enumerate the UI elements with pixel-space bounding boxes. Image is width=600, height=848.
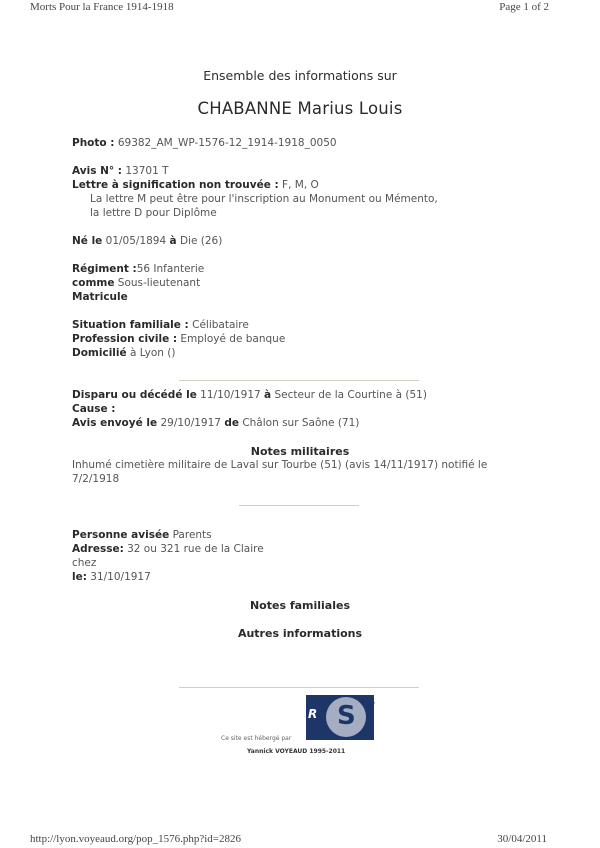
naissance-label: Né le xyxy=(72,235,103,247)
deces-date: 11/10/1917 xyxy=(200,389,261,401)
lettre-value: F, M, O xyxy=(282,179,319,191)
grade-value: Sous-lieutenant xyxy=(117,277,201,289)
date-avis-line xyxy=(72,571,151,583)
naissance-lieu: Die (26) xyxy=(179,235,223,247)
personne-label: Personne avisée xyxy=(72,529,170,541)
naissance-sep: à xyxy=(169,235,177,247)
hosted-by-text: Ce site est hébergé par xyxy=(221,735,292,742)
situation-line xyxy=(72,319,249,331)
adresse-line xyxy=(72,543,264,555)
photo-value: 69382_AM_WP-1576-12_1914-1918_0050 xyxy=(117,137,337,149)
lettre-note-2: la lettre D pour Diplôme xyxy=(90,207,217,219)
autres-informations-heading: Autres informations xyxy=(237,627,363,640)
notes-militaires-heading: Notes militaires xyxy=(250,445,350,458)
date-avis-label: le: xyxy=(72,571,87,583)
logo-letter-r: R xyxy=(308,707,318,721)
grade-line xyxy=(72,277,200,289)
section-divider xyxy=(239,505,359,506)
deces-line xyxy=(72,389,427,401)
avis-envoye-label: Avis envoyé le xyxy=(72,417,158,429)
domicile-sep: à xyxy=(129,347,137,359)
avis-value: 13701 T xyxy=(125,165,169,177)
naissance-date: 01/05/1894 xyxy=(105,235,167,247)
deces-lieu: Secteur de la Courtine à (51) xyxy=(274,389,427,401)
logo-letter-h: H xyxy=(368,701,375,710)
browser-footer-url[interactable]: http://lyon.voyeaud.org/pop_1576.php?id=2826 xyxy=(30,833,242,845)
browser-footer-date: 30/04/2011 xyxy=(497,833,547,845)
profession-label: Profession civile : xyxy=(72,333,178,345)
domicile-label: Domicilié xyxy=(72,347,127,359)
naissance-line xyxy=(72,235,222,247)
photo-label: Photo : xyxy=(72,137,115,149)
section-divider xyxy=(179,380,419,381)
author-credit: Yannick VOYEAUD 1995-2011 xyxy=(247,748,346,755)
section-divider xyxy=(179,687,419,688)
regiment-line xyxy=(72,263,204,275)
profession-value: Employé de banque xyxy=(180,333,286,345)
grade-label: comme xyxy=(72,277,115,289)
deces-sep: à xyxy=(264,389,272,401)
chez-line: chez xyxy=(72,557,97,569)
regiment-label: Régiment : xyxy=(72,263,137,275)
notes-familiales-heading: Notes familiales xyxy=(249,599,351,612)
lettre-line xyxy=(72,179,319,191)
regiment-value: 56 Infanterie xyxy=(136,263,205,275)
avis-envoye-sep: de xyxy=(224,417,239,429)
cause-label: Cause : xyxy=(72,403,116,415)
avis-envoye-date: 29/10/1917 xyxy=(160,417,221,429)
deces-label: Disparu ou décédé le xyxy=(72,389,197,401)
profession-line xyxy=(72,333,285,345)
adresse-label: Adresse: xyxy=(72,543,124,555)
title-intro: Ensemble des informations sur xyxy=(203,68,397,83)
logo-letter-s: S xyxy=(337,701,356,731)
lettre-note-1: La lettre M peut être pour l'inscription au Monument ou Mémento, xyxy=(90,193,438,205)
browser-header-page: Page 1 of 2 xyxy=(499,1,549,13)
cause-line xyxy=(72,403,116,415)
notes-militaires-text-1: Inhumé cimetière militaire de Laval sur Tourbe (51) (avis 14/11/1917) notifié le xyxy=(72,459,488,471)
browser-header-title: Morts Pour la France 1914-1918 xyxy=(30,1,174,13)
avis-envoye-lieu: Châlon sur Saône (71) xyxy=(242,417,360,429)
person-name-title: CHABANNE Marius Louis xyxy=(197,99,403,118)
personne-line xyxy=(72,529,212,541)
avis-envoye-line xyxy=(72,417,359,429)
domicile-line xyxy=(72,347,175,359)
situation-label: Situation familiale : xyxy=(72,319,189,331)
lettre-label: Lettre à signification non trouvée : xyxy=(72,179,279,191)
avis-line xyxy=(72,165,169,177)
avis-label: Avis N° : xyxy=(72,165,122,177)
domicile-value: Lyon () xyxy=(139,347,176,359)
adresse-value: 32 ou 321 rue de la Claire xyxy=(127,543,264,555)
matricule-line xyxy=(72,291,128,303)
matricule-label: Matricule xyxy=(72,291,128,303)
host-logo[interactable] xyxy=(306,695,374,740)
date-avis-value: 31/10/1917 xyxy=(90,571,151,583)
situation-value: Célibataire xyxy=(192,319,249,331)
logo-letter-p: P xyxy=(368,725,374,734)
notes-militaires-text-2: 7/2/1918 xyxy=(72,473,120,485)
personne-value: Parents xyxy=(172,529,212,541)
photo-line xyxy=(72,137,337,149)
